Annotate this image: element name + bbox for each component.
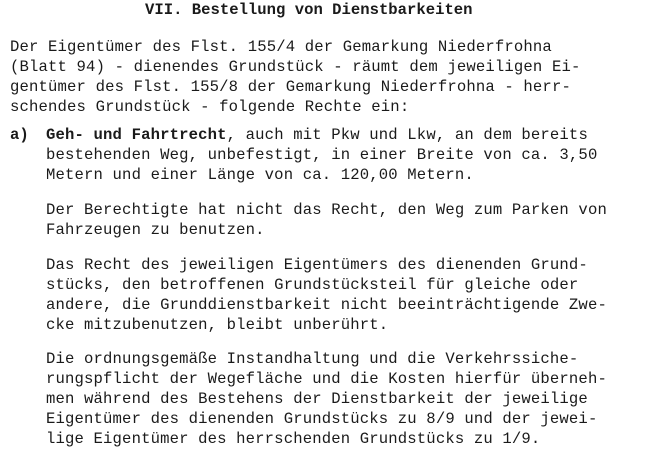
item-a-line: Metern und einer Länge von ca. 120,00 Metern. (46, 166, 474, 184)
paragraph-4-line: lige Eigentümer des herrschenden Grundstücks zu 1/9. (46, 430, 541, 448)
paragraph-4-line: Eigentümer des dienenden Grundstücks zu 8/9 und der jewei- (46, 410, 598, 428)
item-a-first-line-rest: , auch mit Pkw und Lkw, an dem bereits (226, 126, 588, 144)
item-a-title: Geh- und Fahrtrecht (46, 126, 227, 144)
paragraph-3-line: andere, die Grunddienstbarkeit nicht beeinträchtigende Zwe- (46, 296, 607, 314)
paragraph-2-line: Der Berechtigte hat nicht das Recht, den Weg zum Parken von (46, 201, 607, 219)
intro-line: (Blatt 94) - dienendes Grundstück - räumt dem jeweiligen Ei- (10, 58, 581, 76)
intro-line: gentümer des Flst. 155/8 der Gemarkung Niederfrohna - herr- (10, 78, 571, 96)
paragraph-2-line: Fahrzeugen zu benutzen. (46, 221, 265, 239)
paragraph-4-line: Die ordnungsgemäße Instandhaltung und die Verkehrssiche- (46, 350, 579, 368)
paragraph-4-line: men während des Bestehens der Dienstbarkeit der jeweilige (46, 390, 588, 408)
item-a-first-line (46, 125, 588, 145)
intro-line: Der Eigentümer des Flst. 155/4 der Gemarkung Niederfrohna (10, 38, 552, 56)
list-marker: a) (10, 126, 29, 144)
intro-line: schendes Grundstück - folgende Rechte ein: (10, 98, 410, 116)
paragraph-3-line: Das Recht des jeweiligen Eigentümers des dienenden Grund- (46, 256, 588, 274)
item-a-line: bestehenden Weg, unbefestigt, in einer Breite von ca. 3,50 (46, 146, 598, 164)
paragraph-3-line: stücks, den betroffenen Grundstücksteil für gleiche oder (46, 276, 579, 294)
paragraph-4-line: rungspflicht der Wegefläche und die Kosten hierfür überneh- (46, 370, 607, 388)
section-heading: VII. Bestellung von Dienstbarkeiten (145, 1, 473, 19)
paragraph-3-line: cke mitzubenutzen, bleibt unberührt. (46, 316, 389, 334)
